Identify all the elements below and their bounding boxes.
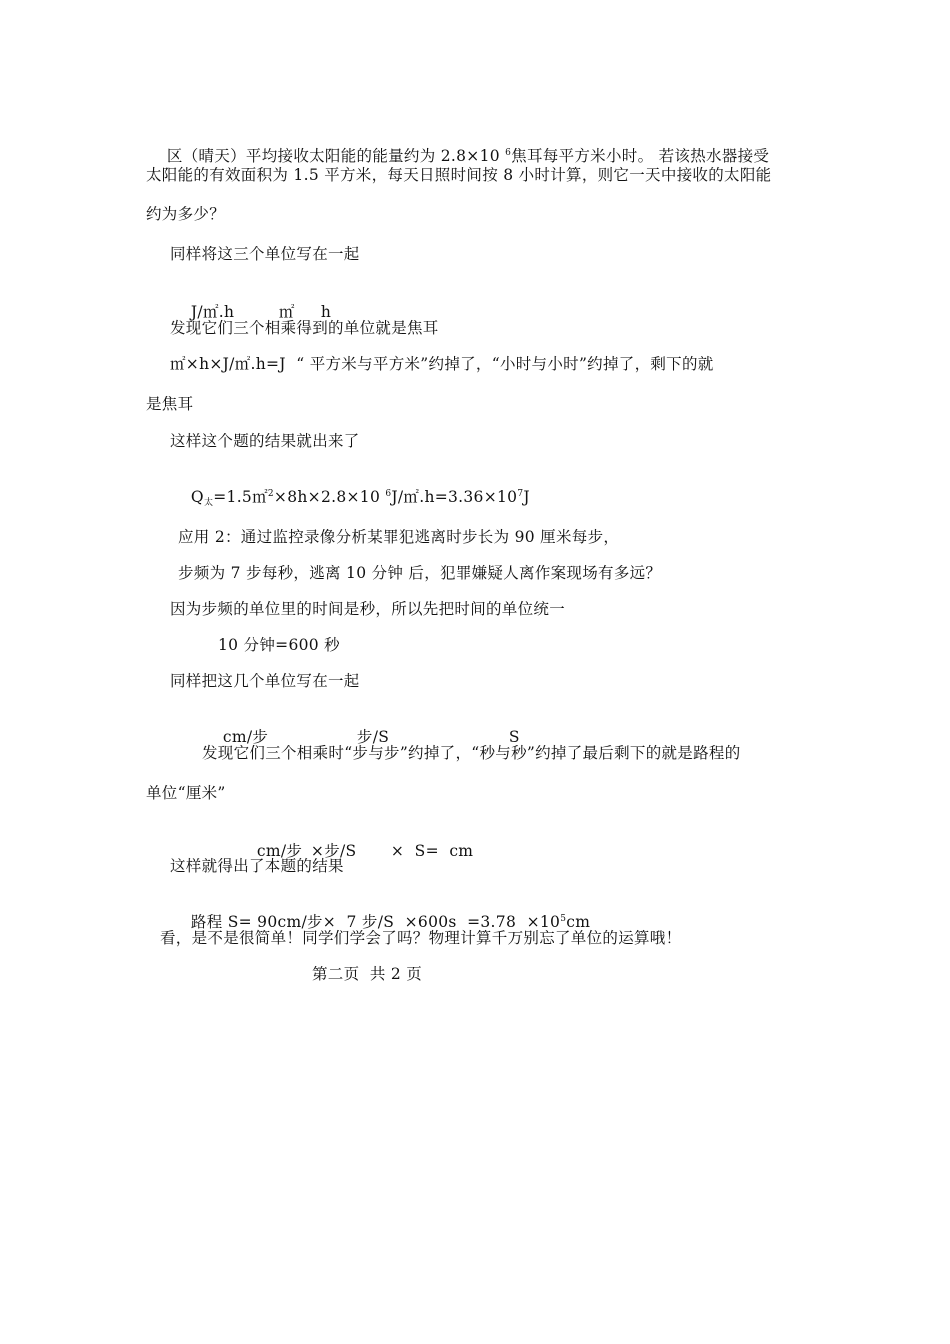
text-run: =1.5㎡ — [213, 488, 268, 506]
text-line: 是焦耳 — [146, 395, 194, 413]
text-run: J — [523, 488, 530, 506]
text-line: 约为多少？ — [146, 205, 226, 223]
unit-text: ×步/S — [310, 842, 357, 860]
superscript: 5 — [560, 914, 567, 924]
text-run: 焦耳每平方米小时。 若该热水器接受 — [511, 147, 770, 165]
text-run: Q — [190, 488, 204, 506]
superscript: 2 — [267, 489, 274, 499]
text-line: 发现它们三个相乘时“步与步”约掉了，“秒与秒”约掉了最后剩下的就是路程的 — [202, 744, 741, 762]
text-line: ㎡×h×J/㎡.h=J “ 平方米与平方米”约掉了，“小时与小时”约掉了，剩下的就 — [170, 355, 714, 373]
unit-text: ㎡ — [278, 303, 295, 321]
text-line: 太阳能的有效面积为 1.5 平方米，每天日照时间按 8 小时计算，则它一天中接收的太阳能 — [146, 166, 772, 184]
text-line: 这样这个题的结果就出来了 — [170, 432, 360, 450]
text-line: 这样就得出了本题的结果 — [170, 857, 344, 875]
superscript: 7 — [517, 489, 524, 499]
text-run: 区（晴天）平均接收太阳能的能量约为 2.8×10 — [166, 147, 506, 165]
text-line: 单位“厘米” — [146, 784, 226, 802]
text-line: 因为步频的单位里的时间是秒，所以先把时间的单位统一 — [170, 600, 566, 618]
text-run: J/㎡.h=3.36×10 — [391, 488, 518, 506]
formula-line — [170, 467, 530, 527]
unit-text: × S= cm — [390, 842, 474, 860]
superscript: 6 — [505, 148, 512, 158]
text-line: 同样将这三个单位写在一起 — [170, 245, 360, 263]
text-run: ×8h×2.8×10 — [273, 488, 386, 506]
subscript: 太 — [203, 498, 214, 508]
text-run: 路程 S= 90cm/步× 7 步/S ×600s =3.78 ×10 — [190, 913, 561, 931]
unit-text: J/㎡.h — [190, 303, 235, 321]
text-line: 10 分钟=600 秒 — [218, 636, 340, 654]
page-footer: 第二页 共 2 页 — [312, 965, 423, 983]
unit-text: h — [320, 303, 332, 321]
unit-text: S — [508, 728, 520, 746]
text-line: 看，是不是很简单！同学们学会了吗？物理计算千万别忘了单位的运算哦！ — [160, 929, 682, 947]
text-line: 应用 2：通过监控录像分析某罪犯逃离时步长为 90 厘米每步， — [178, 528, 620, 546]
text-line: 步频为 7 步每秒，逃离 10 分钟 后，犯罪嫌疑人离作案现场有多远？ — [178, 564, 662, 582]
text-run: cm — [566, 913, 591, 931]
unit-text: 步/S — [356, 728, 390, 746]
unit-text: cm/步 — [222, 728, 269, 746]
text-line: 同样把这几个单位写在一起 — [170, 672, 360, 690]
unit-text: cm/步 — [256, 842, 303, 860]
superscript: 6 — [385, 489, 392, 499]
text-line: 发现它们三个相乘得到的单位就是焦耳 — [170, 319, 439, 337]
